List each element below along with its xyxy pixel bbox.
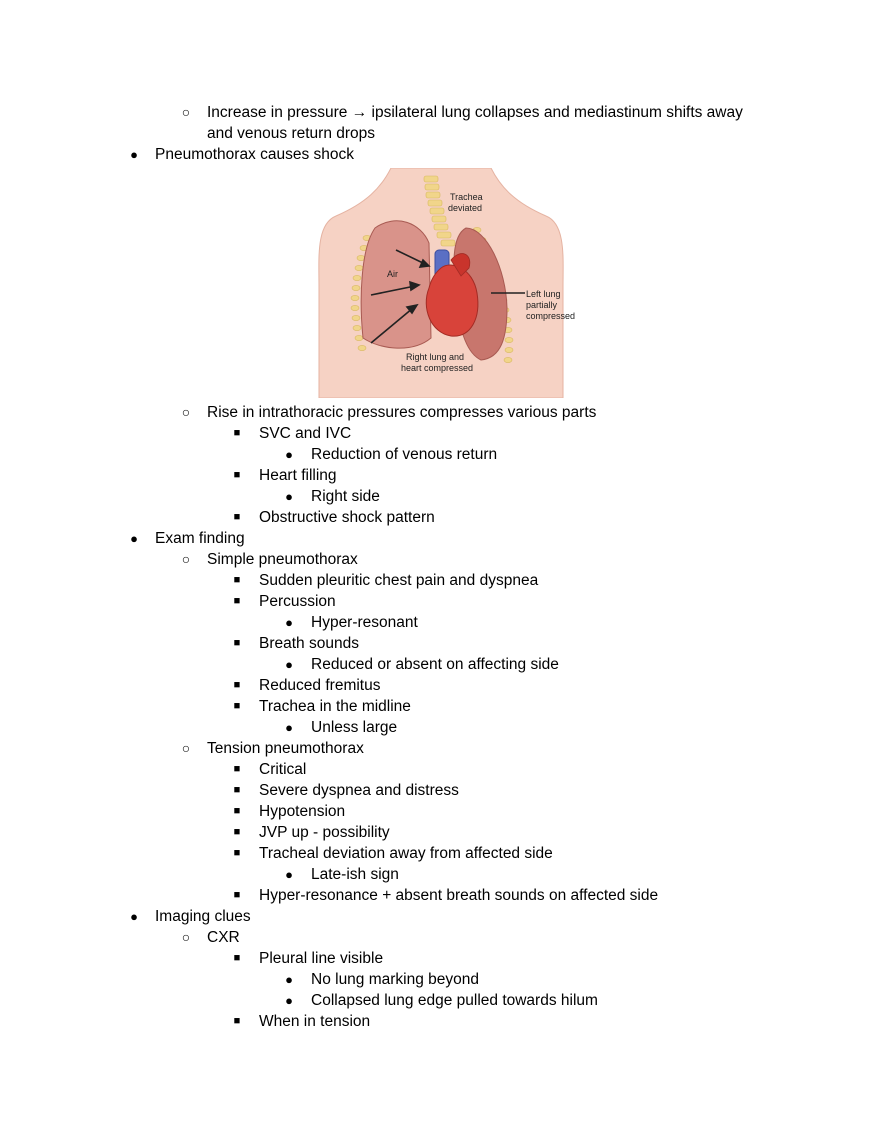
- label-left-lung-3: compressed: [526, 311, 576, 321]
- bullet-marker: ●: [130, 147, 138, 162]
- list-item-text: Percussion: [259, 593, 336, 610]
- bullet-marker: ■: [233, 889, 241, 901]
- label-left-lung-1: Left lung: [526, 289, 561, 299]
- list-item-text: Right side: [311, 488, 380, 505]
- pneumothorax-illustration: [301, 168, 581, 398]
- label-right-lung-2: heart compressed: [401, 363, 474, 373]
- bullet-marker: ■: [233, 469, 241, 481]
- list-item-text: Simple pneumothorax: [207, 551, 358, 568]
- list-item-text: Increase in pressure → ipsilateral lung collapses and mediastinum shifts away: [207, 104, 743, 121]
- bullet-marker: ■: [233, 574, 241, 586]
- bullet-marker: ●: [285, 867, 293, 882]
- bullet-marker: ■: [233, 805, 241, 817]
- bullet-marker: ■: [233, 847, 241, 859]
- bullet-marker: ■: [233, 784, 241, 796]
- bullet-marker: ●: [285, 657, 293, 672]
- list-item-text: Severe dyspnea and distress: [259, 782, 459, 799]
- list-item-text: Heart filling: [259, 467, 337, 484]
- list-item-text: Reduction of venous return: [311, 446, 498, 463]
- bullet-marker: ●: [285, 993, 293, 1008]
- chest-diagram: [301, 168, 581, 398]
- list-item-text: Reduced or absent on affecting side: [311, 656, 559, 673]
- list-item-text: Rise in intrathoracic pressures compresses various parts: [207, 404, 597, 421]
- bullet-marker: ■: [233, 700, 241, 712]
- label-right-lung-1: Right lung and: [406, 352, 465, 362]
- list-item-text: Reduced fremitus: [259, 677, 381, 694]
- bullet-marker: ●: [285, 720, 293, 735]
- list-item-text: Breath sounds: [259, 635, 359, 652]
- bullet-marker: ●: [130, 531, 138, 546]
- list-item-text: CXR: [207, 929, 240, 946]
- bullet-marker: ■: [233, 595, 241, 607]
- list-item-text: SVC and IVC: [259, 425, 352, 442]
- bullet-marker: ○: [181, 404, 191, 420]
- list-item-text: Late-ish sign: [311, 866, 399, 883]
- bullet-marker: ■: [233, 679, 241, 691]
- list-item-text: Hyper-resonant: [311, 614, 418, 631]
- label-trachea-1: Trachea: [450, 192, 483, 202]
- bullet-marker: ■: [233, 637, 241, 649]
- list-item-text: No lung marking beyond: [311, 971, 480, 988]
- list-item-text: Tracheal deviation away from affected side: [259, 845, 553, 862]
- label-trachea-2: deviated: [448, 203, 483, 213]
- label-left-lung-2: partially: [526, 300, 558, 310]
- bullet-marker: ○: [181, 551, 191, 567]
- bullet-marker: ●: [285, 972, 293, 987]
- list-item-text: When in tension: [259, 1013, 371, 1030]
- label-air: Air: [387, 269, 398, 279]
- list-item-text: Sudden pleuritic chest pain and dyspnea: [259, 572, 539, 589]
- list-item-text: Pneumothorax causes shock: [155, 146, 355, 163]
- bullet-marker: ○: [181, 929, 191, 945]
- list-item-text: Tension pneumothorax: [207, 740, 364, 757]
- heart: [426, 265, 478, 336]
- list-item-text: Collapsed lung edge pulled towards hilum: [311, 992, 598, 1009]
- list-item-text: and venous return drops: [207, 125, 376, 142]
- list-item-text: Pleural line visible: [259, 950, 384, 967]
- bullet-marker: ■: [233, 427, 241, 439]
- bullet-marker: ○: [181, 740, 191, 756]
- list-item-text: Trachea in the midline: [259, 698, 411, 715]
- bullet-marker: ●: [285, 615, 293, 630]
- bullet-marker: ●: [285, 489, 293, 504]
- list-item-text: Hypotension: [259, 803, 346, 820]
- bullet-marker: ■: [233, 511, 241, 523]
- bullet-marker: ■: [233, 1015, 241, 1027]
- list-item-text: Imaging clues: [155, 908, 251, 925]
- list-item-text: Critical: [259, 761, 307, 778]
- list-item-text: Exam finding: [155, 530, 245, 547]
- list-item-text: Unless large: [311, 719, 398, 736]
- bullet-marker: ○: [181, 104, 191, 120]
- bullet-marker: ●: [130, 909, 138, 924]
- list-item-text: Hyper-resonance + absent breath sounds on affected side: [259, 887, 659, 904]
- list-item-text: JVP up - possibility: [259, 824, 390, 841]
- bullet-marker: ■: [233, 763, 241, 775]
- list-item-text: Obstructive shock pattern: [259, 509, 435, 526]
- bullet-marker: ■: [233, 952, 241, 964]
- bullet-marker: ■: [233, 826, 241, 838]
- bullet-marker: ●: [285, 447, 293, 462]
- right-lung: [361, 221, 431, 348]
